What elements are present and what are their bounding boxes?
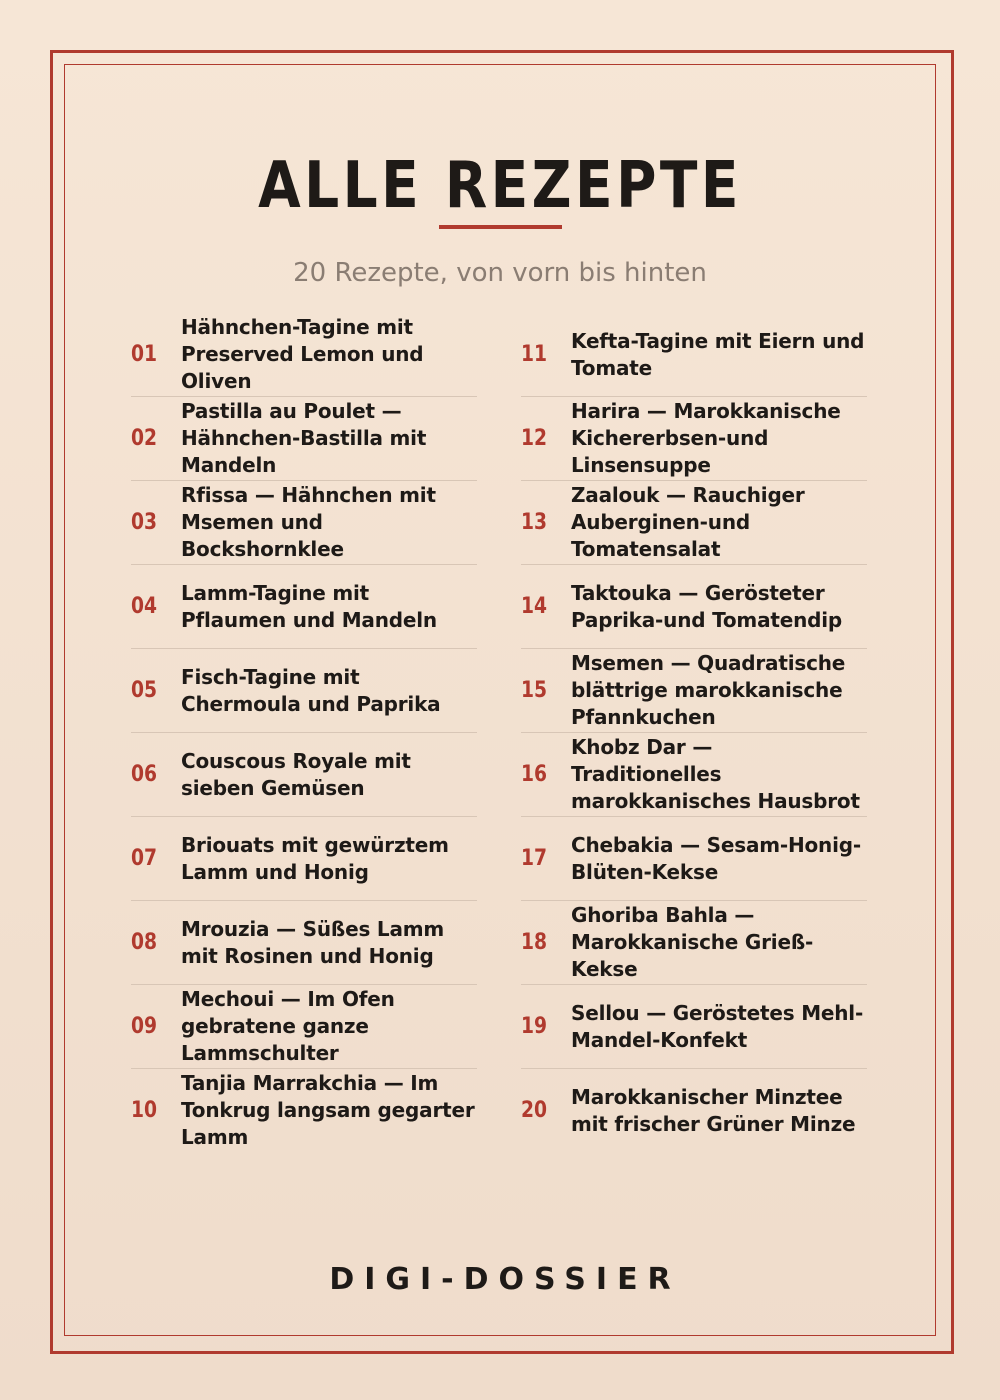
recipe-item [131,732,477,816]
recipe-number: 11 [521,342,548,367]
recipe-title: Mrouzia — Süßes Lamm mit Rosinen und Honig [181,916,445,968]
recipe-number: 15 [521,678,548,703]
recipe-number: 05 [131,678,158,703]
recipe-title: Tanjia Marrakchia — Im Tonkrug langsam gegarter Lamm [181,1071,475,1149]
recipe-item [131,396,477,480]
recipe-number: 10 [131,1098,158,1123]
recipe-number: 19 [521,1014,548,1039]
recipe-number: 01 [131,342,158,367]
recipe-title: Rfissa — Hähnchen mit Msemen und Bockshornklee [181,483,436,561]
recipe-title: Msemen — Quadratische blättrige marokkanische Pfannkuchen [571,651,846,729]
recipe-number: 09 [131,1014,158,1039]
recipe-item [521,648,867,732]
recipe-number: 12 [521,426,548,451]
recipe-item [521,984,867,1068]
recipe-number: 06 [131,762,158,787]
recipe-item [131,984,477,1068]
recipe-title: Hähnchen-Tagine mit Preserved Lemon und Oliven [181,315,424,393]
recipe-number: 14 [521,594,548,619]
recipe-item [521,816,867,900]
recipe-title: Ghoriba Bahla — Marokkanische Grieß-Kekse [571,903,814,981]
recipe-list-right [521,313,867,1152]
recipe-title: Mechoui — Im Ofen gebratene ganze Lammschulter [181,987,395,1065]
recipe-title: Pastilla au Poulet — Hähnchen-Bastilla mit Mandeln [181,399,427,477]
recipe-title: Sellou — Geröstetes Mehl-Mandel-Konfekt [571,1000,864,1052]
recipe-title: Harira — Marokkanische Kichererbsen-und Linsensuppe [571,399,841,477]
recipe-list-left [131,313,477,1152]
recipe-title: Briouats mit gewürztem Lamm und Honig [181,832,449,884]
recipe-number: 13 [521,510,548,535]
recipe-item [131,1068,477,1152]
recipe-title: Taktouka — Gerösteter Paprika-und Tomatendip [571,580,843,632]
brand-footer: DIGI-DOSSIER [329,1262,681,1297]
recipe-title: Chebakia — Sesam-Honig-Blüten-Kekse [571,832,861,884]
recipe-title: Lamm-Tagine mit Pflaumen und Mandeln [181,580,437,632]
recipe-title: Marokkanischer Minztee mit frischer Grüner Minze [571,1084,856,1136]
recipe-title: Couscous Royale mit sieben Gemüsen [181,748,411,800]
recipe-item [131,313,477,396]
title-underline [439,225,562,229]
recipe-number: 17 [521,846,548,871]
recipe-title: Fisch-Tagine mit Chermoula und Paprika [181,664,441,716]
recipe-item [521,396,867,480]
recipe-item [131,480,477,564]
recipe-item [521,313,867,396]
page-title: ALLE REZEPTE [258,149,742,223]
recipe-number: 20 [521,1098,548,1123]
recipe-title: Kefta-Tagine mit Eiern und Tomate [571,328,865,380]
recipe-item [521,732,867,816]
recipe-number: 04 [131,594,158,619]
recipe-item [131,816,477,900]
recipe-item [521,564,867,648]
recipe-number: 08 [131,930,158,955]
recipe-item [521,900,867,984]
recipe-item [131,900,477,984]
recipe-number: 16 [521,762,548,787]
recipe-number: 02 [131,426,158,451]
recipe-number: 07 [131,846,158,871]
recipe-item [131,564,477,648]
recipe-number: 18 [521,930,548,955]
recipe-item [131,648,477,732]
recipe-title: Zaalouk — Rauchiger Auberginen-und Tomatensalat [571,483,805,561]
recipe-title: Khobz Dar — Traditionelles marokkanisches Hausbrot [571,735,860,813]
recipe-number: 03 [131,510,158,535]
recipe-item [521,1068,867,1152]
page-subtitle: 20 Rezepte, von vorn bis hinten [293,258,707,288]
recipe-item [521,480,867,564]
